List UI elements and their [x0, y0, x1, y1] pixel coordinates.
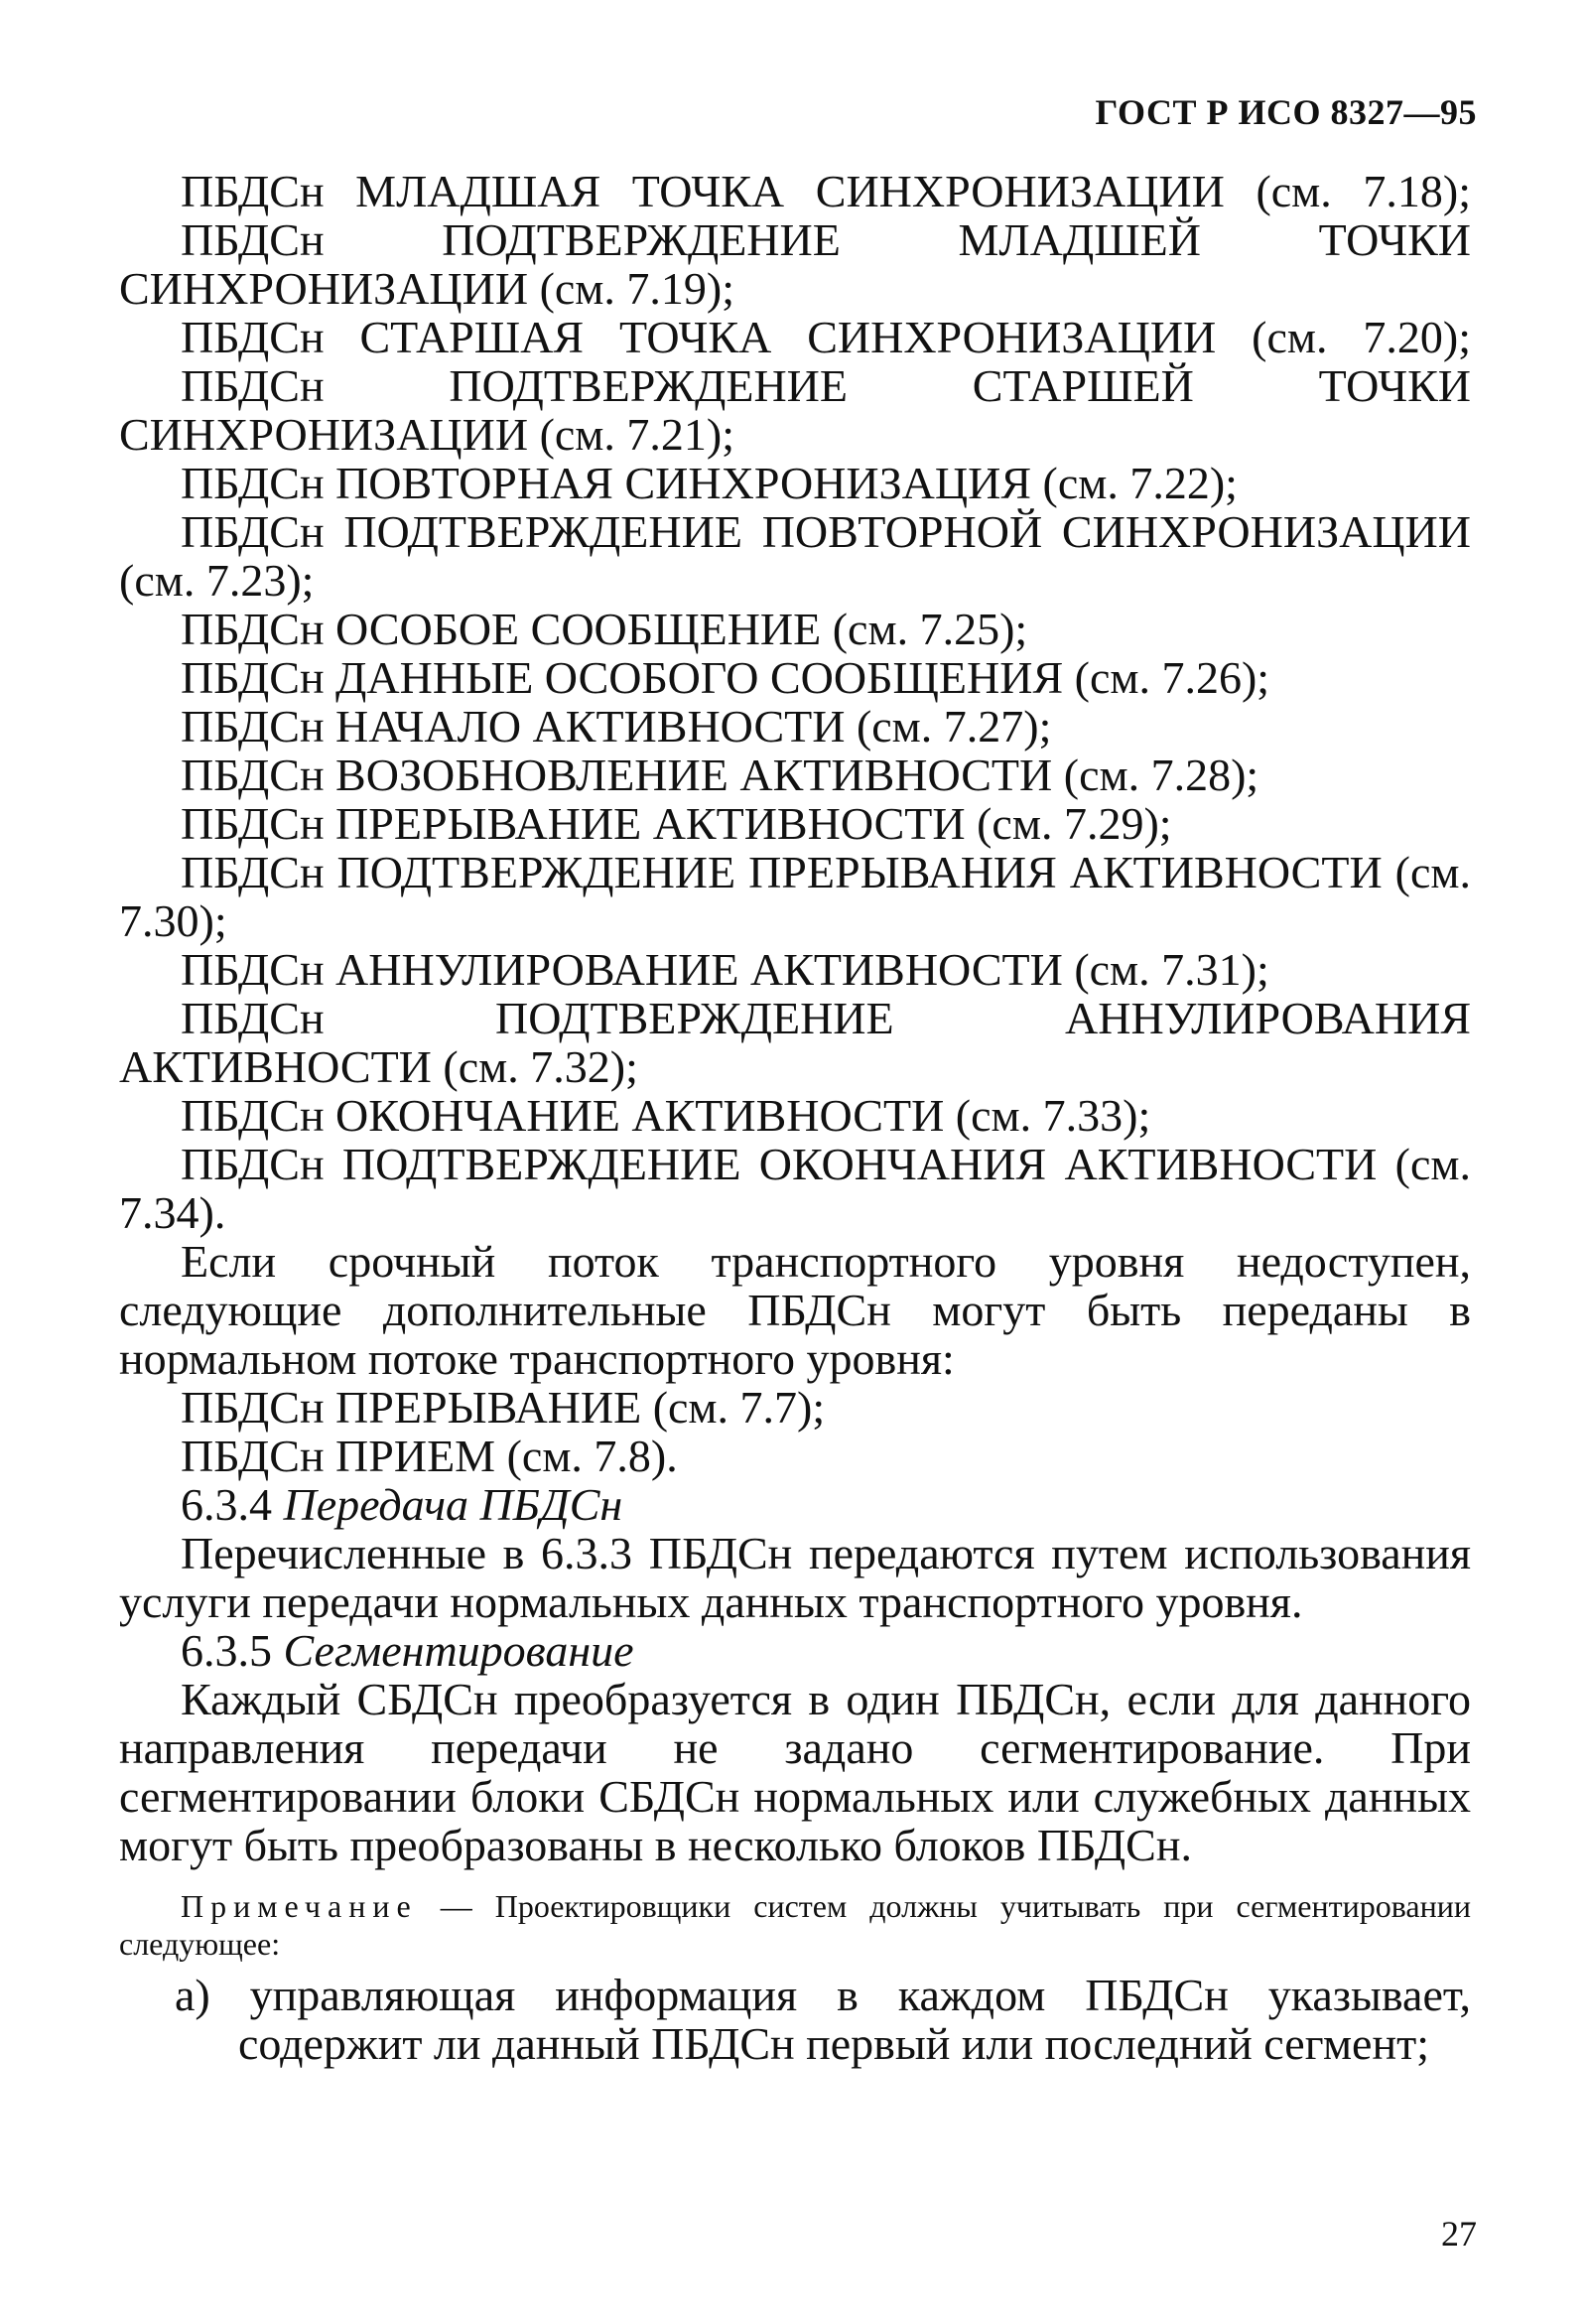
document-header: ГОСТ Р ИСО 8327—95: [1095, 92, 1477, 132]
list-item: ПБДСн ПОДТВЕРЖДЕНИЕ АННУЛИРОВАНИЯ АКТИВНОСТИ (см. 7.32);: [119, 993, 1471, 1092]
note-item-a: а) управляющая информация в каждом ПБДСн указывает, содержит ли данный ПБДСн первый или последний сегмент;: [175, 1970, 1471, 2069]
list-item: ПБДСн ДАННЫЕ ОСОБОГО СООБЩЕНИЯ (см. 7.26);: [181, 652, 1270, 703]
paragraph-urgent-flow: Если срочный поток транспортного уровня недоступен, следующие дополнительные ПБДСн могут быть переданы в нормальном потоке транспортного уровня:: [119, 1236, 1471, 1384]
section-heading-6-3-5: [119, 1626, 1471, 1675]
list-item: ПБДСн МЛАДШАЯ ТОЧКА СИНХРОНИЗАЦИИ (см. 7.18);: [181, 166, 1471, 216]
extra-pdu-list: [119, 1383, 1471, 1480]
section-heading-6-3-4: [119, 1480, 1471, 1529]
pdu-list: [119, 167, 1471, 1237]
list-item: ПБДСн ПОДТВЕРЖДЕНИЕ ОКОНЧАНИЯ АКТИВНОСТИ (см. 7.34).: [119, 1139, 1471, 1238]
list-item: ПБДСн ПРЕРЫВАНИЕ (см. 7.7);: [181, 1382, 826, 1433]
list-item: ПБДСн ПОДТВЕРЖДЕНИЕ ПРЕРЫВАНИЯ АКТИВНОСТИ (см. 7.30);: [119, 847, 1471, 946]
list-item: ПБДСн ПОДТВЕРЖДЕНИЕ ПОВТОРНОЙ СИНХРОНИЗАЦИИ (см. 7.23);: [119, 506, 1471, 606]
note: [119, 1887, 1471, 1963]
list-item: ПБДСн ВОЗОБНОВЛЕНИЕ АКТИВНОСТИ (см. 7.28);: [181, 750, 1259, 800]
list-item: ПБДСн ПРЕРЫВАНИЕ АКТИВНОСТИ (см. 7.29);: [181, 798, 1172, 849]
note-label: Примечание: [181, 1888, 418, 1924]
list-item: ПБДСн ПОДТВЕРЖДЕНИЕ МЛАДШЕЙ ТОЧКИ СИНХРОНИЗАЦИИ (см. 7.19);: [119, 214, 1471, 314]
document-body: [119, 167, 1471, 2068]
section-number: 6.3.5: [181, 1625, 272, 1676]
list-item: ПБДСн ПРИЕМ (см. 7.8).: [181, 1431, 678, 1481]
list-item: ПБДСн ОКОНЧАНИЕ АКТИВНОСТИ (см. 7.33);: [181, 1090, 1151, 1141]
list-item: ПБДСн ПОВТОРНАЯ СИНХРОНИЗАЦИЯ (см. 7.22);: [181, 458, 1238, 508]
section-title: Сегментирование: [283, 1625, 634, 1676]
list-item: ПБДСн ПОДТВЕРЖДЕНИЕ СТАРШЕЙ ТОЧКИ СИНХРОНИЗАЦИИ (см. 7.21);: [119, 360, 1471, 460]
list-item: ПБДСн ОСОБОЕ СООБЩЕНИЕ (см. 7.25);: [181, 604, 1028, 654]
list-item: ПБДСн АННУЛИРОВАНИЕ АКТИВНОСТИ (см. 7.31);: [181, 944, 1269, 995]
note-text: — Проектировщики систем должны учитывать при сегментировании следующее:: [119, 1888, 1472, 1962]
page-number: 27: [1441, 2214, 1477, 2254]
section-number: 6.3.4: [181, 1479, 272, 1530]
list-item: ПБДСн СТАРШАЯ ТОЧКА СИНХРОНИЗАЦИИ (см. 7.20);: [181, 312, 1471, 362]
section-text-6-3-4: Перечисленные в 6.3.3 ПБДСн передаются путем использования услуги передачи нормальных данных транспортного уровня.: [119, 1528, 1471, 1627]
list-item: ПБДСн НАЧАЛО АКТИВНОСТИ (см. 7.27);: [181, 701, 1052, 752]
section-text-6-3-5: Каждый СБДСн преобразуется в один ПБДСн, если для данного направления передачи не задано сегментирование. При сегментировании блоки СБДСн нормальных или служебных данных могут быть преобразованы в несколько блоков ПБДСн.: [119, 1674, 1471, 1870]
section-title: Передача ПБДСн: [283, 1479, 623, 1530]
